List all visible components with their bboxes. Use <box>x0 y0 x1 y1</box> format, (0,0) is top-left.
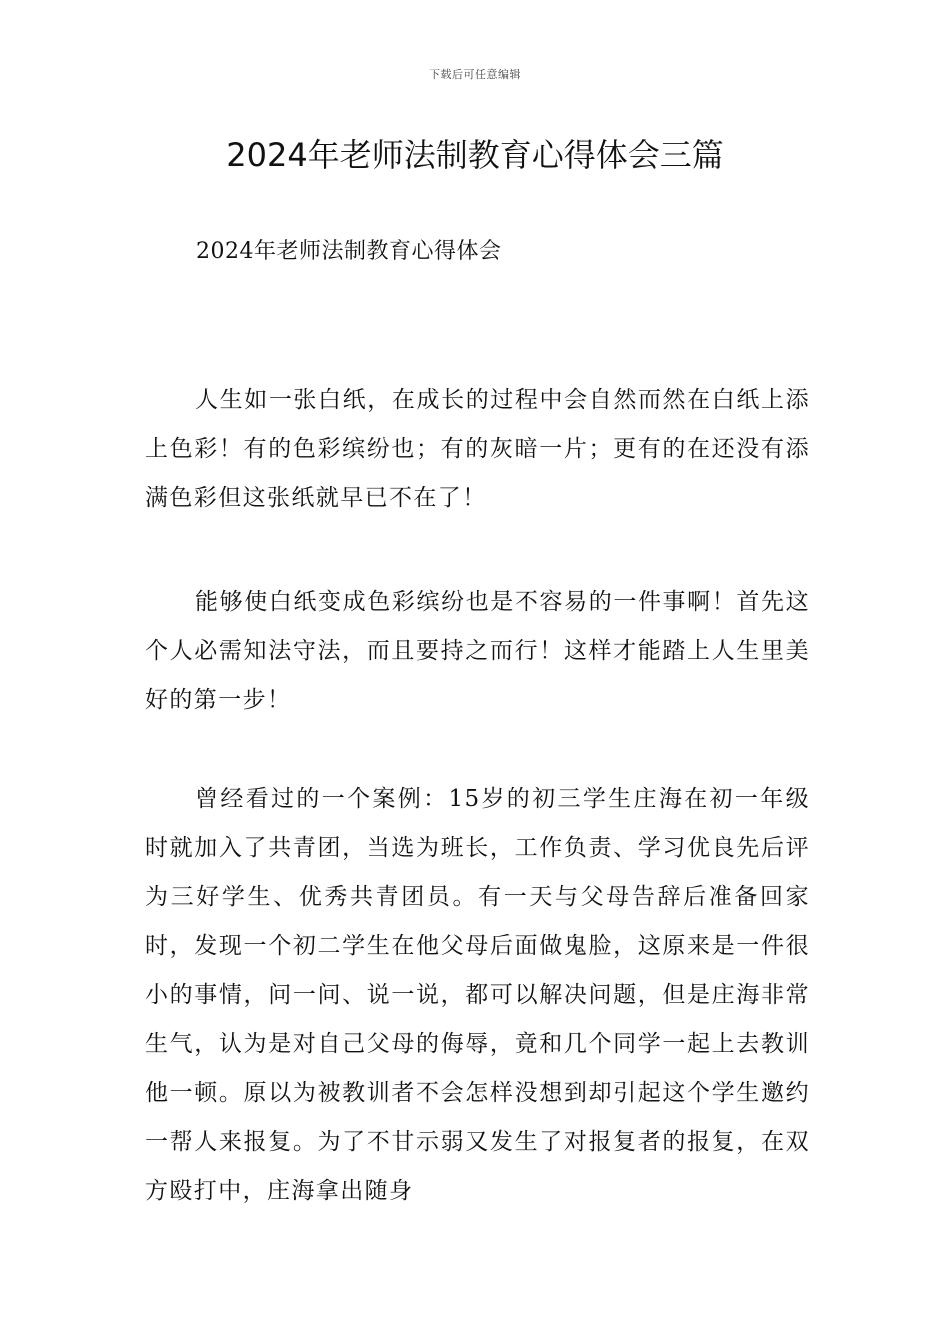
document-title: 2024年老师法制教育心得体会三篇 <box>226 136 724 174</box>
paragraph-3: 曾经看过的一个案例：15岁的初三学生庄海在初一年级时就加入了共青团，当选为班长，工作负责、学习优良先后评为三好学生、优秀共青团员。有一天与父母告辞后准备回家时，发现一个初二学生在他父母后面做鬼脸，这原来是一件很小的事情，问一问、说一说，都可以解决问题，但是庄海非常生气，认为是对自己父母的侮辱，竟和几个同学一起上去教训他一顿。原以为被教训者不会怎样没想到却引起这个学生邀约一帮人来报复。为了不甘示弱又发生了对报复者的报复，在双方殴打中，庄海拿出随身 <box>145 786 810 1204</box>
header-note: 下载后可任意编辑 <box>429 68 521 81</box>
section-subtitle: 2024年老师法制教育心得体会 <box>196 239 502 264</box>
paragraph-1: 人生如一张白纸，在成长的过程中会自然而然在白纸上添上色彩！有的色彩缤纷也；有的灰暗一片；更有的在还没有添满色彩但这张纸就早已不在了！ <box>145 387 810 511</box>
paragraph-2: 能够使白纸变成色彩缤纷也是不容易的一件事啊！首先这个人必需知法守法，而且要持之而行！这样才能踏上人生里美好的第一步！ <box>145 589 810 713</box>
